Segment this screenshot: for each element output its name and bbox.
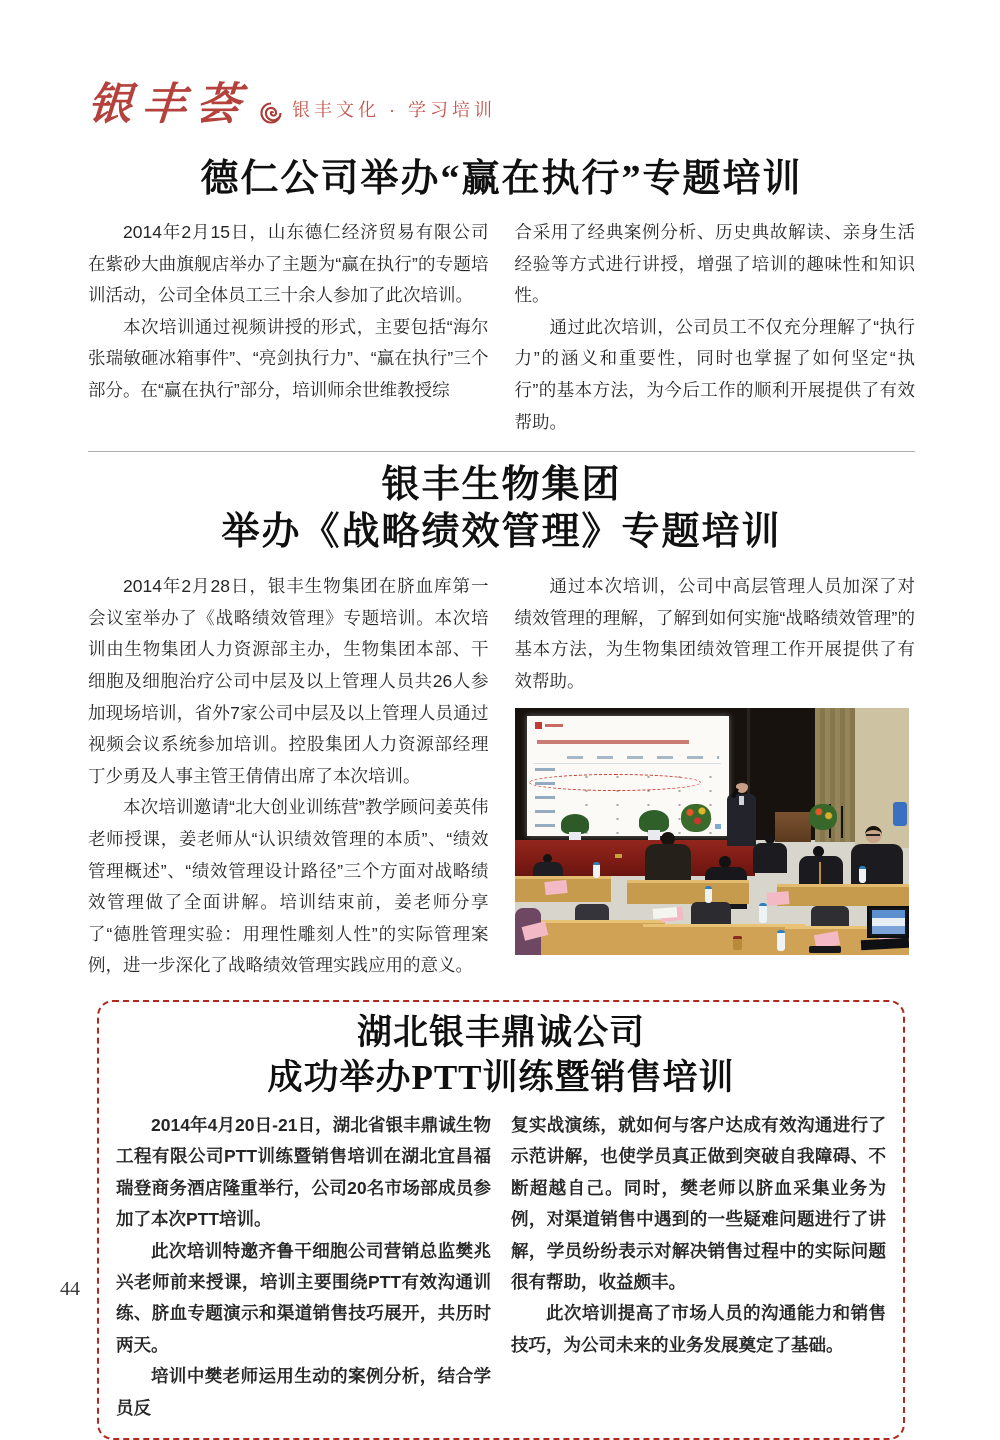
paragraph: 复实战演练，就如何与客户达成有效沟通进行了示范讲解，也使学员真正做到突破自我障碍、不断超越自己。同时，樊老师以脐血采集业务为例，对渠道销售中遇到的一些疑难问题进行了讲解，学员纷纷表示对解决销售过程中的实际问题很有帮助，收益颇丰。 (511, 1114, 886, 1292)
paragraph: 此次培训特邀齐鲁干细胞公司营销总监樊兆兴老师前来授课，培训主要围绕PTT有效沟通训练、脐血专题演示和渠道销售技巧展开，共历时两天。 (116, 1240, 491, 1355)
photo-slide-logo (535, 722, 542, 729)
photo-folder (809, 946, 841, 953)
article1-right-column (515, 217, 916, 438)
photo-slide-highlight-oval (529, 774, 701, 791)
photo-plant (639, 810, 669, 832)
article2-left-column (88, 571, 489, 982)
paragraph: 2014年2月15日，山东德仁经济贸易有限公司在紫砂大曲旗舰店举办了主题为“赢在执行”的专题培训活动，公司全体员工三十余人参加了此次培训。 (88, 222, 489, 306)
photo-attendee (719, 856, 731, 868)
photo-papers (652, 907, 677, 919)
paragraph: 通过此次培训，公司员工不仅充分理解了“执行力”的涵义和重要性，同时也掌握了如何坚定“执行”的基本方法，为今后工作的顺利开展提供了有效帮助。 (514, 316, 915, 432)
photo-flowers-right (809, 804, 837, 830)
photo-water-bottle (705, 886, 712, 903)
article3-title-line1: 湖北银丰鼎诚公司 (356, 1012, 645, 1052)
brand-logo: 银丰荟 (86, 80, 252, 129)
photo-slide-gridline (533, 763, 721, 764)
photo-podium (775, 812, 811, 842)
article2-title (88, 462, 915, 556)
article3-left-column (116, 1110, 491, 1424)
photo-water-bottle (777, 930, 785, 951)
photo-name-card (766, 891, 789, 906)
training-photo (515, 708, 909, 955)
page-number: 44 (60, 1278, 80, 1300)
featured-article-box (97, 1000, 905, 1440)
article-bio-group-training (88, 462, 915, 982)
photo-attendee (813, 846, 824, 857)
photo-laptop-base (860, 937, 908, 949)
article3-title (116, 1010, 886, 1100)
photo-desk (627, 880, 749, 904)
photo-tea-jar (733, 936, 742, 950)
photo-attendee-glasses-frame (866, 834, 880, 836)
article3-title-line2: 成功举办PTT训练暨销售培训 (267, 1057, 735, 1097)
photo-plant (561, 814, 589, 834)
paragraph: 本次培训通过视频讲授的形式，主要包括“海尔张瑞敏砸冰箱事件”、“亮剑执行力”、“赢在执行”三个部分。在“赢在执行”部分，培训师余世维教授综 (88, 316, 489, 400)
paragraph: 合采用了经典案例分析、历史典故解读、亲身生活经验等方式进行讲授，增强了培训的趣味性和知识性。 (514, 222, 915, 306)
paragraph: 培训中樊老师运用生动的案例分析，结合学员反 (116, 1366, 491, 1418)
photo-desk (777, 884, 909, 906)
article1-left-column (88, 217, 489, 438)
article3-right-column (511, 1110, 886, 1424)
photo-slide-header-row (567, 756, 719, 759)
photo-slide-title (537, 740, 689, 744)
article2-title-line1: 银丰生物集团 (381, 464, 622, 507)
photo-slide-corner-mark (715, 824, 721, 829)
paragraph: 本次培训邀请“北大创业训练营”教学顾问姜英伟老师授课，姜老师从“认识绩效管理的本质”、“绩效管理概述”、“绩效管理设计路径”三个方面对战略绩效管理做了全面讲解。培训结束前，姜老师分享了“德胜管理实验：用理性雕刻人性”的实际管理案例，进一步深化了战略绩效管理实践应用的意义。 (88, 797, 489, 976)
photo-laptop-display (872, 910, 905, 934)
photo-attendee (753, 843, 787, 873)
photo-mic-stand (841, 806, 843, 838)
article2-right-column (515, 571, 916, 982)
photo-flowers-left (681, 804, 711, 832)
photo-name-card (544, 879, 567, 894)
photo-stage-item (615, 854, 622, 858)
photo-slide-logo-text (545, 724, 563, 727)
swirl-icon (260, 102, 282, 124)
photo-presenter-shirt (739, 796, 744, 805)
article1-title: 德仁公司举办“赢在执行”专题培训 (200, 158, 803, 200)
photo-water-bottle (759, 903, 767, 923)
photo-blue-bag (893, 802, 907, 826)
photo-wall-right (855, 708, 909, 848)
paragraph: 通过本次培训，公司中高层管理人员加深了对绩效管理的理解，了解到如何实施“战略绩效管理”的基本方法，为生物集团绩效管理工作开展提供了有效帮助。 (514, 576, 915, 691)
page-header (88, 76, 915, 130)
section-label: 银丰文化 · 学习培训 (292, 100, 496, 120)
article-divider (88, 451, 915, 452)
photo-water-bottle (593, 862, 600, 878)
paragraph: 2014年4月20日-21日，湖北省银丰鼎诚生物工程有限公司PTT训练暨销售培训在湖北宜昌福瑞登商务酒店隆重举行，公司20名市场部成员参加了本次PTT培训。 (116, 1114, 491, 1230)
article2-title-line2: 举办《战略绩效管理》专题培训 (221, 511, 782, 554)
photo-water-bottle (859, 866, 866, 883)
paragraph: 此次培训提高了市场人员的沟通能力和销售技巧，为公司未来的业务发展奠定了基础。 (511, 1303, 886, 1355)
paragraph: 2014年2月28日，银丰生物集团在脐血库第一会议室举办了《战略绩效管理》专题培训。本次培训由生物集团人力资源部主办，生物集团本部、干细胞及细胞治疗公司中层及以上管理人员共26人参加现场培训，省外7家公司中层及以上管理人员通过视频会议系统参加培训。控股集团人力资源部经理丁少勇及人事主管王倩倩出席了本次培训。 (88, 576, 489, 786)
article-dern-training (88, 156, 915, 438)
